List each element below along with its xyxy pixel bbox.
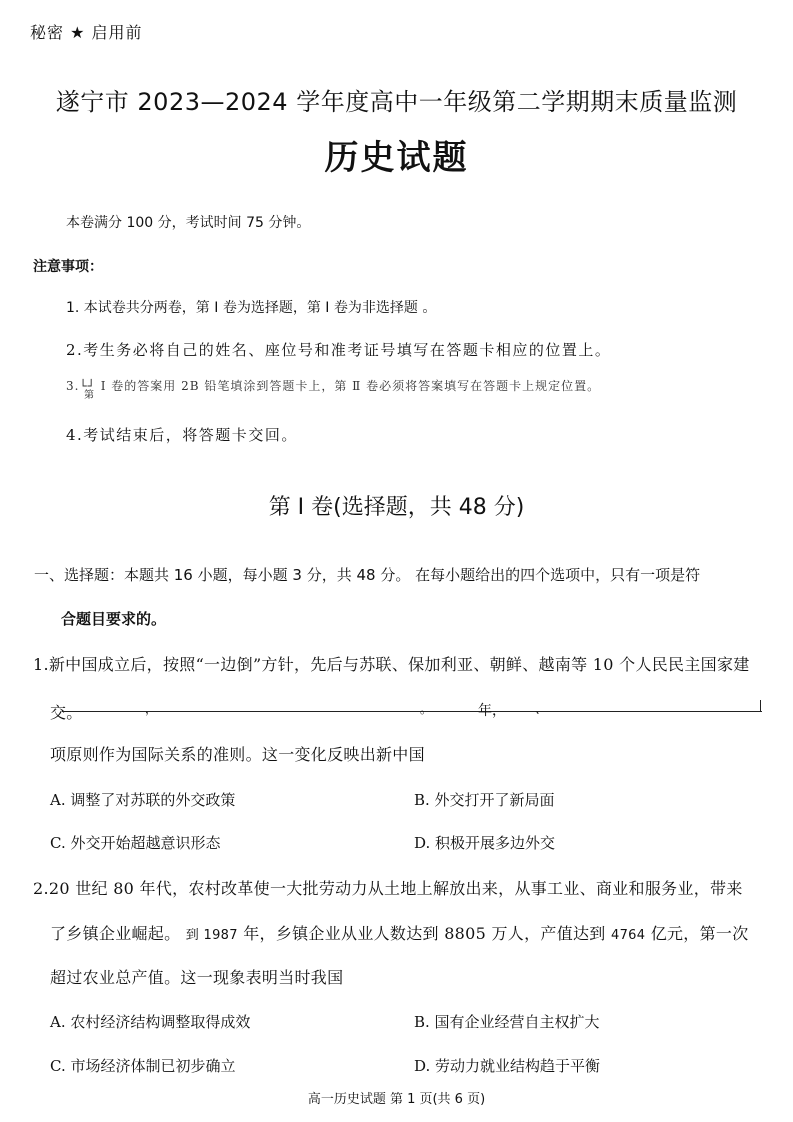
question-2-line-1: 2.20 世纪 80 年代，农村改革使一大批劳动力从土地上解放出来，从事工业、商业和服务业，带来 bbox=[33, 879, 743, 898]
question-1-line-3: 项原则作为国际关系的准则。这一变化反映出新中国 bbox=[50, 745, 425, 764]
notice-item-2: 2.考生务必将自己的姓名、座位号和准考证号填写在答题卡相应的位置上。 bbox=[66, 341, 612, 359]
confidential-label: 秘密 ★ 启用前 bbox=[30, 23, 143, 42]
notice-heading: 注意事项： bbox=[33, 259, 103, 275]
question-2-year: 到 1987 bbox=[185, 928, 238, 943]
page-footer: 高一历史试题 第 1 页(共 6 页) bbox=[307, 1092, 486, 1107]
question-1-option-c: C. 外交开始超越意识形态 bbox=[50, 834, 221, 852]
notice-item-1: 1. 本试卷共分两卷，第 Ⅰ 卷为选择题，第 Ⅰ 卷为非选择题 。 bbox=[66, 300, 437, 316]
notice-item-4: 4.考试结束后，将答题卡交回。 bbox=[66, 426, 298, 444]
question-1-fragment: ， bbox=[145, 702, 158, 716]
question-1-line-2: 交。 bbox=[50, 703, 83, 722]
question-1-fragment: 、 bbox=[535, 702, 548, 716]
notice-item-3-mark: 第 bbox=[84, 390, 94, 401]
scan-artifact-tick bbox=[760, 700, 761, 712]
choice-instructions: 一、选择题：本题共 16 小题，每小题 3 分，共 48 分。 在每小题给出的四个选项中，只有一项是符 bbox=[34, 566, 701, 584]
question-1-line-1: 1.新中国成立后，按照“一边倒”方针，先后与苏联、保加利亚、朝鲜、越南等 10 个人民民主国家建 bbox=[33, 655, 750, 674]
question-2-option-d: D. 劳动力就业结构趋于平衡 bbox=[414, 1057, 601, 1075]
question-2-output-value: 4764 bbox=[611, 928, 646, 943]
exam-title: 遂宁市 2023—2024 学年度高中一年级第二学期期末质量监测 bbox=[55, 88, 738, 116]
question-2-line-2-part: 了乡镇企业崛起。 bbox=[50, 924, 181, 943]
question-1-fragment: 。 bbox=[420, 702, 433, 716]
question-2-line-2-part: 年，乡镇企业从业人数达到 8805 万人，产值达到 bbox=[243, 924, 611, 943]
notice-item-3: 3.└┘ Ⅰ 卷的答案用 2B 铅笔填涂到答题卡上，第 Ⅱ 卷必须将答案填写在答题卡上规定位置。 bbox=[66, 379, 601, 393]
question-1-fragment: 年， bbox=[478, 703, 506, 719]
question-2-line-3: 超过农业总产值。这一现象表明当时我国 bbox=[50, 968, 344, 987]
question-2-option-b: B. 国有企业经营自主权扩大 bbox=[414, 1013, 600, 1031]
section-title: 第 Ⅰ 卷(选择题，共 48 分) bbox=[268, 495, 525, 520]
scan-artifact-line bbox=[62, 711, 762, 712]
question-1-option-a: A. 调整了对苏联的外交政策 bbox=[50, 791, 236, 809]
choice-instructions-cont: 合题目要求的。 bbox=[61, 610, 167, 628]
question-2-option-c: C. 市场经济体制已初步确立 bbox=[50, 1057, 236, 1075]
question-1-option-d: D. 积极开展多边外交 bbox=[414, 834, 556, 852]
question-1-option-b: B. 外交打开了新局面 bbox=[414, 791, 555, 809]
exam-meta-info: 本卷满分 100 分，考试时间 75 分钟。 bbox=[66, 215, 311, 231]
question-2-option-a: A. 农村经济结构调整取得成效 bbox=[50, 1013, 251, 1031]
question-2-line-2 bbox=[50, 921, 749, 944]
question-2-line-2-part: 亿元，第一次 bbox=[650, 924, 749, 943]
subject-title: 历史试题 bbox=[324, 138, 469, 178]
